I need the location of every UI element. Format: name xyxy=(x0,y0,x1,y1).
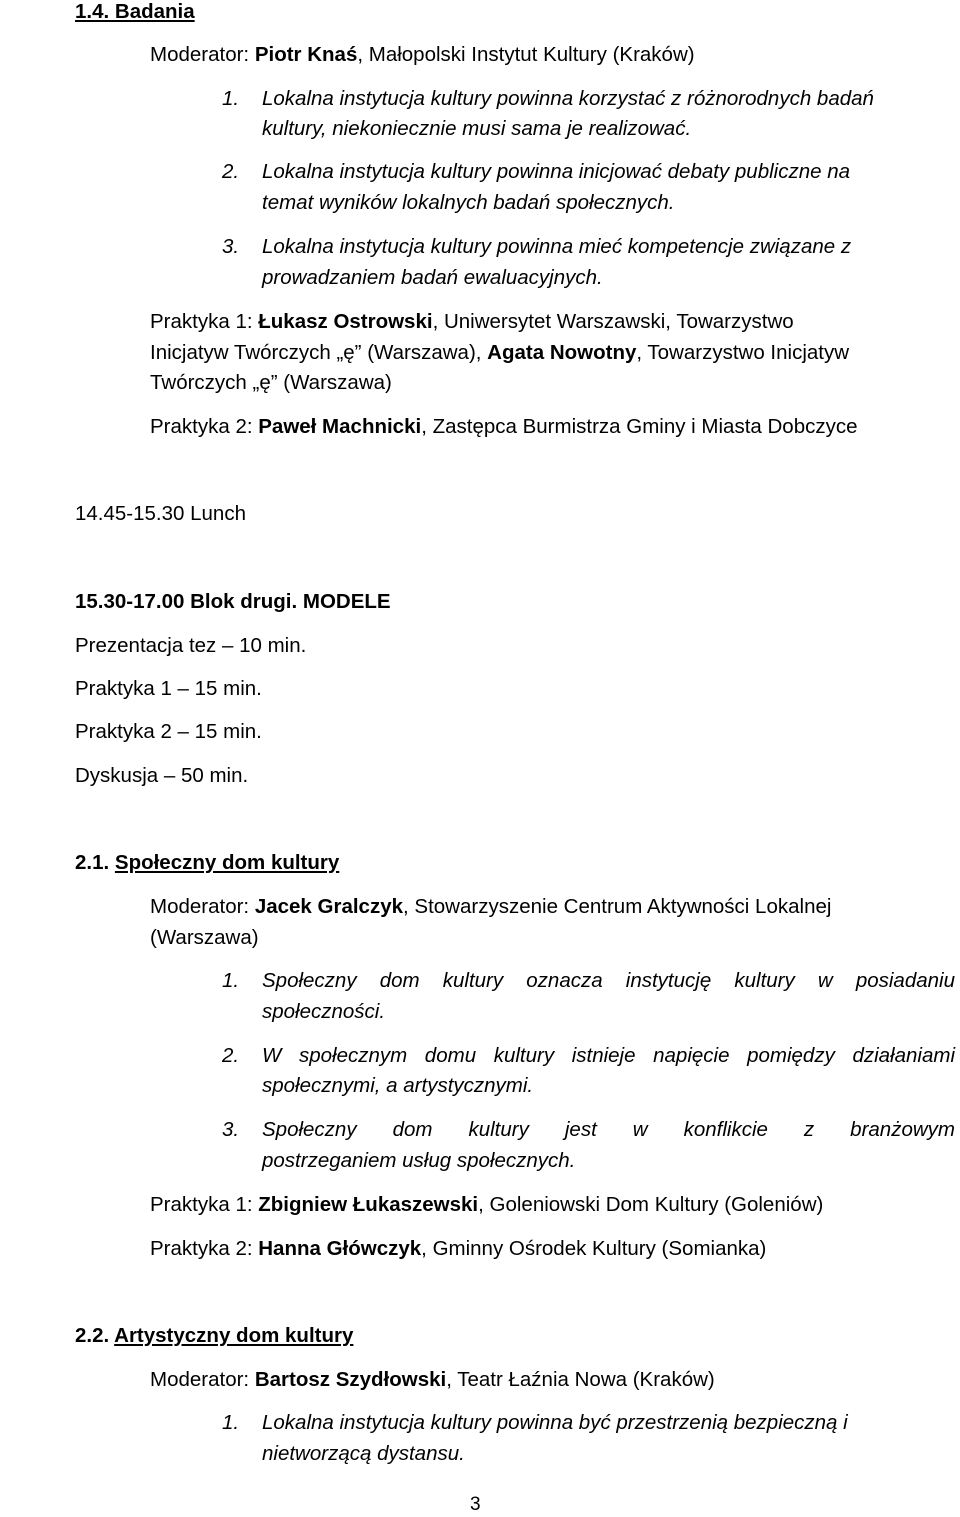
practice-affiliation: , Uniwersytet Warszawski, Towarzystwo xyxy=(432,310,794,333)
moderator-line xyxy=(150,41,695,69)
list-item-text: W społecznym domu kultury istnieje napięcie pomiędzy działaniami xyxy=(262,1044,955,1067)
schedule-item: Dyskusja – 50 min. xyxy=(75,764,249,787)
moderator-label: Moderator: xyxy=(150,43,255,66)
list-item-text: Lokalna instytucja kultury powinna mieć kompetencje związane z xyxy=(262,235,852,258)
moderator-affiliation: , Teatr Łaźnia Nowa (Kraków) xyxy=(446,1368,715,1391)
moderator-line-2: (Warszawa) xyxy=(150,926,259,949)
list-item-text: Społeczny dom kultury oznacza instytucję kultury w posiadaniu xyxy=(262,969,955,992)
moderator-label: Moderator: xyxy=(150,895,255,918)
list-item-text: Lokalna instytucja kultury powinna inicjować debaty publiczne na xyxy=(262,160,851,183)
practice-affiliation: , Goleniowski Dom Kultury (Goleniów) xyxy=(478,1193,824,1216)
schedule-item: Praktyka 2 – 15 min. xyxy=(75,720,262,743)
practice-affiliation: , Gminny Ośrodek Kultury (Somianka) xyxy=(421,1237,767,1260)
schedule-item: Prezentacja tez – 10 min. xyxy=(75,634,307,657)
practice-label: Praktyka 2: xyxy=(150,1237,259,1260)
list-item-text: kultury, niekoniecznie musi sama je realizować. xyxy=(262,117,692,140)
moderator-name: Bartosz Szydłowski xyxy=(254,1368,447,1391)
moderator-label: Moderator: xyxy=(150,1368,255,1391)
section-title: Artystyczny dom kultury xyxy=(114,1324,354,1347)
moderator-name: Jacek Gralczyk xyxy=(254,895,404,918)
practice-affiliation: Inicjatyw Twórczych „ę” (Warszawa), xyxy=(150,341,488,364)
list-item-number: 1. xyxy=(222,1411,240,1434)
practice-2-line xyxy=(150,413,858,441)
lunch-line: 14.45-15.30 Lunch xyxy=(75,502,246,525)
practice-label: Praktyka 1: xyxy=(150,310,259,333)
list-item-number: 2. xyxy=(222,160,240,183)
list-item-number: 3. xyxy=(222,1118,240,1141)
practice-affiliation: , Zastępca Burmistrza Gminy i Miasta Dobczyce xyxy=(421,415,858,438)
practice-1-line-2 xyxy=(150,339,849,367)
practice-1-line-1 xyxy=(150,308,794,336)
list-item-number: 3. xyxy=(222,235,240,258)
moderator-affiliation: , Stowarzyszenie Centrum Aktywności Lokalnej xyxy=(403,895,832,918)
practice-1-line xyxy=(150,1191,823,1219)
list-item-text: społecznymi, a artystycznymi. xyxy=(262,1074,534,1097)
list-item-text: temat wyników lokalnych badań społecznych. xyxy=(262,191,675,214)
moderator-name: Piotr Knaś xyxy=(254,43,358,66)
list-item-text: nietworzącą dystansu. xyxy=(262,1442,465,1465)
practice-2-line xyxy=(150,1235,766,1263)
section-number: 2.2. xyxy=(75,1324,115,1347)
section-number: 2.1. xyxy=(75,851,115,874)
section-heading-1-4: 1.4. Badania xyxy=(75,0,195,23)
list-item-number: 2. xyxy=(222,1044,240,1067)
practice-person: Zbigniew Łukaszewski xyxy=(258,1193,479,1216)
practice-person: Paweł Machnicki xyxy=(258,415,422,438)
schedule-item: Praktyka 1 – 15 min. xyxy=(75,677,262,700)
practice-affiliation: , Towarzystwo Inicjatyw xyxy=(636,341,850,364)
section-title: Społeczny dom kultury xyxy=(114,851,340,874)
practice-person: Agata Nowotny xyxy=(487,341,637,364)
moderator-line xyxy=(150,1366,715,1394)
practice-person: Hanna Główczyk xyxy=(258,1237,422,1260)
practice-label: Praktyka 1: xyxy=(150,1193,259,1216)
moderator-affiliation: , Małopolski Instytut Kultury (Kraków) xyxy=(357,43,695,66)
list-item-text: Lokalna instytucja kultury powinna być przestrzenią bezpieczną i xyxy=(262,1411,848,1434)
practice-label: Praktyka 2: xyxy=(150,415,259,438)
list-item-text: społeczności. xyxy=(262,1000,386,1023)
list-item-text: Społeczny dom kultury jest w konflikcie z branżowym xyxy=(262,1118,955,1141)
practice-1-line-3: Twórczych „ę” (Warszawa) xyxy=(150,371,392,394)
page-number: 3 xyxy=(470,1494,481,1515)
block-heading: 15.30-17.00 Blok drugi. MODELE xyxy=(75,590,391,613)
list-item-number: 1. xyxy=(222,969,240,992)
section-heading-2-2 xyxy=(75,1322,353,1350)
list-item-text: prowadzaniem badań ewaluacyjnych. xyxy=(262,266,603,289)
practice-person: Łukasz Ostrowski xyxy=(258,310,433,333)
list-item-text: postrzeganiem usług społecznych. xyxy=(262,1149,576,1172)
list-item-text: Lokalna instytucja kultury powinna korzystać z różnorodnych badań xyxy=(262,87,874,110)
list-item-number: 1. xyxy=(222,87,240,110)
section-heading-2-1 xyxy=(75,849,339,877)
moderator-line xyxy=(150,893,831,921)
